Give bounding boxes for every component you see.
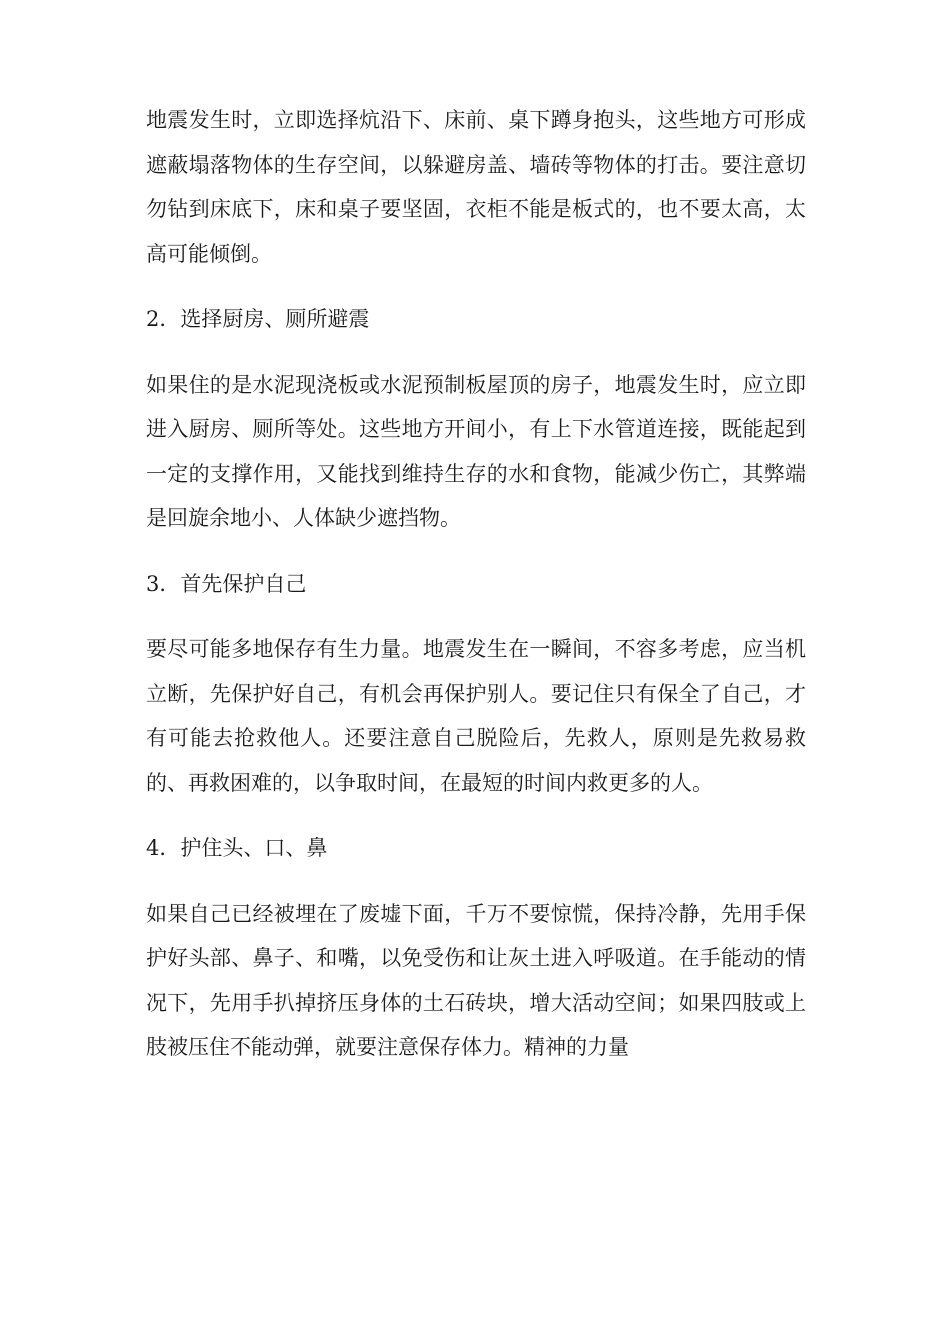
document-page [146, 98, 806, 1070]
paragraph-protect-yourself-first: 要尽可能多地保存有生力量。地震发生在一瞬间，不容多考虑，应当机立断，先保护好自己，有机会再保护别人。要记住只有保全了自己，才有可能去抢救他人。还要注意自己脱险后，先救人，原则是先救易救的、再救困难的，以争取时间，在最短的时间内救更多的人。 [146, 637, 806, 795]
paragraph-under-table-shelter: 地震发生时，立即选择炕沿下、床前、桌下蹲身抱头，这些地方可形成遮蔽塌落物体的生存空间，以躲避房盖、墙砖等物体的打击。要注意切勿钻到床底下，床和桌子要坚固，衣柜不能是板式的，也不要太高，太高可能倾倒。 [146, 108, 806, 266]
paragraph-kitchen-toilet-shelter: 如果住的是水泥现浇板或水泥预制板屋顶的房子，地震发生时，应立即进入厨房、厕所等处。这些地方开间小，有上下水管道连接，既能起到一定的支撑作用，又能找到维持生存的水和食物，能减少伤亡，其弊端是回旋余地小、人体缺少遮挡物。 [146, 372, 806, 530]
paragraph-protect-head-mouth-nose: 如果自己已经被埋在了废墟下面，千万不要惊慌，保持冷静，先用手保护好头部、鼻子、和嘴，以免受伤和让灰土进入呼吸道。在手能动的情况下，先用手扒掉挤压身体的土石砖块，增大活动空间；如果四肢或上肢被压住不能动弹，就要注意保存体力。精神的力量 [146, 901, 806, 1059]
heading-protect-yourself-first: 3．首先保护自己 [146, 571, 307, 596]
heading-kitchen-toilet-shelter: 2．选择厨房、厕所避震 [146, 307, 370, 331]
heading-protect-head-mouth-nose: 4．护住头、口、鼻 [146, 836, 328, 860]
